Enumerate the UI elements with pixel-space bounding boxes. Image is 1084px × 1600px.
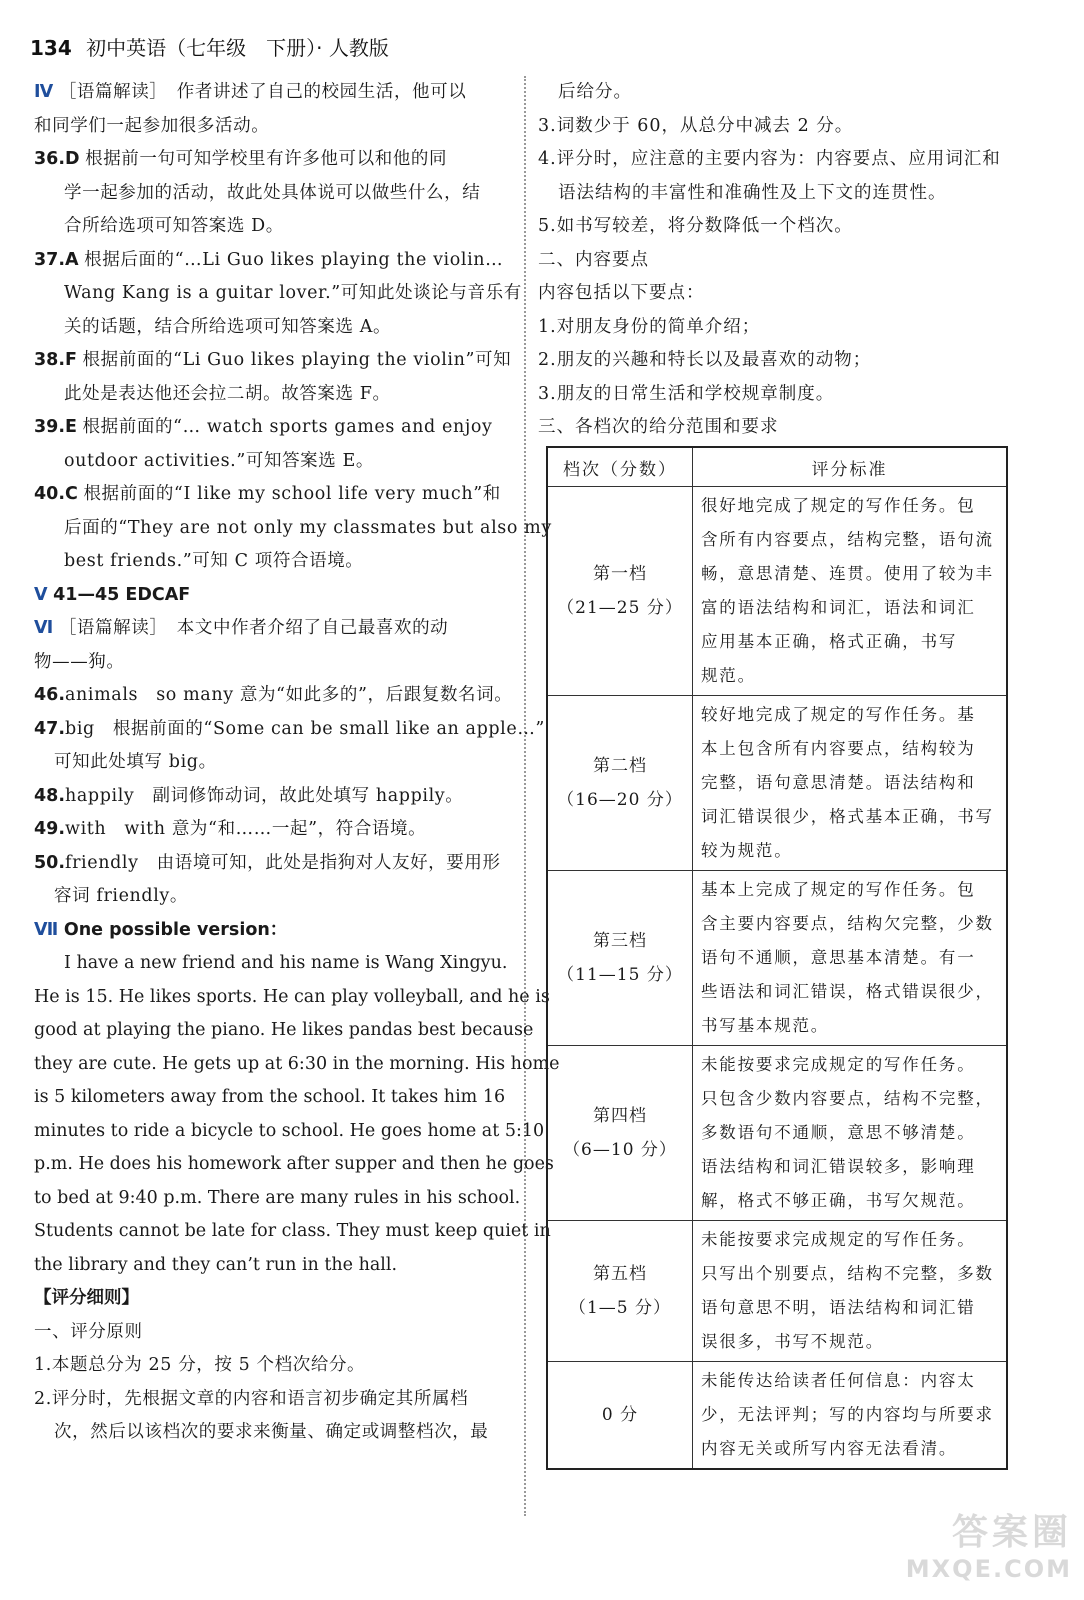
essay-line-5: is 5 kilometers away from the school. It takes him 16	[34, 1087, 506, 1107]
level-cell	[547, 1362, 693, 1470]
criteria-cell	[693, 696, 1008, 871]
right-column	[538, 76, 1058, 445]
answer-text: big 根据前面的“Some can be small like an apple…”	[65, 718, 545, 739]
watermark-logo	[904, 1504, 1072, 1583]
answer-50	[34, 847, 514, 881]
page-header	[30, 32, 389, 61]
criteria-line: 只包含少数内容要点，结构不完整，	[701, 1089, 994, 1108]
criteria-line: 未能传达给读者任何信息：内容太	[701, 1371, 976, 1390]
answer-40-line-3: best friends.”可知 C 项符合语境。	[64, 551, 364, 571]
answer-40-line-2: 后面的“They are not only my classmates but also my	[64, 517, 552, 538]
level-cell	[547, 487, 693, 696]
answer-46	[34, 679, 514, 713]
right-line-8: 1.对朋友身份的简单介绍；	[538, 316, 761, 337]
criteria-line: 多数语句不通顺，意思不够清楚。	[701, 1123, 976, 1142]
answer-text: 根据前面的“I like my school life very much”和	[83, 484, 501, 504]
answer-38-line-2: 此处是表达他还会拉二胡。故答案选 F。	[64, 383, 391, 404]
column-header-criteria: 评分标准	[693, 447, 1008, 487]
criteria-line: 含所有内容要点，结构完整，语句流	[701, 530, 994, 549]
answer-39-line-2: outdoor activities.”可知答案选 E。	[64, 450, 375, 471]
criteria-line: 含主要内容要点，结构欠完整，少数	[701, 914, 994, 933]
essay-line-1: I have a new friend and his name is Wang Xingyu.	[64, 953, 508, 973]
answer-36	[34, 143, 514, 177]
page-number: 134	[30, 36, 72, 60]
criteria-line: 未能按要求完成规定的写作任务。	[701, 1230, 976, 1249]
answer-label: 50.	[34, 852, 66, 873]
section-iv-line-1	[34, 76, 514, 110]
essay-line-4: they are cute. He gets up at 6:30 in the morning. His home	[34, 1053, 560, 1074]
section-v-numeral: Ⅴ	[34, 584, 48, 605]
criteria-line: 少，无法评判；写的内容均与所要求	[701, 1405, 994, 1424]
table-row	[547, 1362, 1007, 1470]
answer-47	[34, 713, 545, 747]
essay-line-3: good at playing the piano. He likes pandas best because	[34, 1020, 534, 1040]
book-title: 初中英语（七年级 下册）· 人教版	[86, 36, 389, 60]
right-line-6: 二、内容要点	[538, 249, 649, 270]
criteria-line: 词汇错误很少，格式基本正确，书写	[701, 807, 994, 826]
answer-text: 根据前一句可知学校里有许多他可以和他的同	[85, 149, 448, 169]
section-vi-text: ［语篇解读］ 本文中作者介绍了自己最喜欢的动	[58, 618, 449, 638]
criteria-line: 富的语法结构和词汇，语法和词汇	[701, 598, 976, 617]
section-iv-text: ［语篇解读］ 作者讲述了自己的校园生活，他可以	[58, 82, 467, 102]
criteria-cell	[693, 487, 1008, 696]
section-vi-numeral: Ⅵ	[34, 618, 54, 638]
column-header-level: 档次（分数）	[547, 447, 693, 487]
right-line-4: 语法结构的丰富性和准确性及上下文的连贯性。	[558, 182, 947, 203]
answer-49	[34, 813, 514, 847]
criteria-line: 未能按要求完成规定的写作任务。	[701, 1055, 976, 1074]
answer-text: with with 意为“和……一起”，符合语境。	[65, 819, 427, 839]
right-line-7: 内容包括以下要点：	[538, 283, 705, 303]
criteria-line: 应用基本正确，格式正确，书写	[701, 632, 958, 651]
level-name: 第三档	[593, 931, 647, 951]
left-column	[34, 76, 560, 1450]
level-name: 第二档	[593, 756, 647, 776]
criteria-line: 只写出个别要点，结构不完整，多数	[701, 1264, 994, 1283]
level-score: （16—20 分）	[557, 790, 683, 810]
level-cell	[547, 871, 693, 1046]
criteria-cell	[693, 1221, 1008, 1362]
essay-line-6: minutes to ride a bicycle to school. He goes home at 5:10	[34, 1120, 545, 1141]
answer-label: 49.	[34, 819, 66, 839]
column-divider	[524, 76, 526, 1516]
level-name: 第一档	[593, 564, 647, 584]
answer-label: 36.D	[34, 149, 80, 169]
answer-36-line-3: 合所给选项可知答案选 D。	[64, 216, 284, 236]
level-cell	[547, 1046, 693, 1221]
answer-36-line-2: 学一起参加的活动，故此处具体说可以做些什么，结	[64, 182, 481, 203]
right-line-11: 三、各档次的给分范围和要求	[538, 417, 779, 437]
table-header-row	[547, 447, 1007, 487]
right-line-5: 5.如书写较差，将分数降低一个档次。	[538, 216, 853, 236]
right-line-10: 3.朋友的日常生活和学校规章制度。	[538, 383, 835, 404]
criteria-line: 语句意思不明，语法结构和词汇错	[701, 1298, 976, 1317]
answer-text: friendly 由语境可知，此处是指狗对人友好，要用形	[65, 852, 501, 873]
criteria-cell	[693, 871, 1008, 1046]
section-vi-line-1	[34, 612, 514, 646]
table-row	[547, 871, 1007, 1046]
watermark-text: 答案圈	[951, 1512, 1072, 1553]
answer-text: 根据前面的“Li Guo likes playing the violin”可知	[82, 350, 512, 370]
criteria-cell	[693, 1362, 1008, 1470]
criteria-line: 较好地完成了规定的写作任务。基	[701, 705, 976, 724]
answer-37-line-2: Wang Kang is a guitar lover.”可知此处谈论与音乐有	[64, 283, 522, 303]
criteria-line: 书写基本规范。	[701, 1016, 830, 1035]
section-v-answers: 41—45 EDCAF	[53, 584, 191, 605]
section-v	[34, 579, 514, 613]
section-vii-heading: One possible version：	[63, 919, 288, 940]
answer-text: happily 副词修饰动词，故此处填写 happily。	[65, 785, 464, 806]
criteria-line: 较为规范。	[701, 841, 793, 860]
rubric-line-2: 1.本题总分为 25 分，按 5 个档次给分。	[34, 1355, 366, 1375]
criteria-cell	[693, 1046, 1008, 1221]
table-row	[547, 1046, 1007, 1221]
level-cell	[547, 1221, 693, 1362]
answer-39	[34, 411, 514, 445]
right-line-9: 2.朋友的兴趣和特长以及最喜欢的动物；	[538, 350, 872, 370]
answer-text: animals so many 意为“如此多的”，后跟复数名词。	[65, 685, 513, 705]
level-name: 第五档	[593, 1264, 647, 1284]
right-line-3: 4.评分时，应注意的主要内容为：内容要点、应用词汇和	[538, 149, 1001, 169]
right-line-2: 3.词数少于 60，从总分中减去 2 分。	[538, 115, 854, 136]
answer-label: 40.C	[34, 484, 78, 504]
answer-label: 47.	[34, 718, 66, 739]
level-score: （1—5 分）	[568, 1298, 672, 1318]
level-cell	[547, 696, 693, 871]
answer-text: 根据前面的“… watch sports games and enjoy	[82, 417, 493, 437]
answer-37-line-3: 关的话题，结合所给选项可知答案选 A。	[64, 316, 392, 337]
answer-47-line-2: 可知此处填写 big。	[54, 752, 217, 772]
answer-label: 38.F	[34, 350, 77, 370]
essay-line-2: He is 15. He likes sports. He can play volleyball, and he is	[34, 986, 550, 1007]
watermark-url: MXQE.COM	[905, 1555, 1072, 1583]
rubric-line-3: 2.评分时，先根据文章的内容和语言初步确定其所属档	[34, 1388, 469, 1409]
answer-37	[34, 244, 514, 278]
section-vii-numeral: Ⅶ	[34, 919, 59, 940]
criteria-line: 误很多，书写不规范。	[701, 1332, 884, 1351]
criteria-line: 基本上完成了规定的写作任务。包	[701, 880, 976, 899]
level-score: （11—15 分）	[557, 965, 683, 985]
criteria-line: 解，格式不够正确，书写欠规范。	[701, 1191, 976, 1210]
level-name: 第四档	[593, 1106, 647, 1126]
criteria-line: 完整，语句意思清楚。语法结构和	[701, 773, 976, 792]
criteria-line: 本上包含所有内容要点，结构较为	[701, 739, 976, 758]
criteria-line: 规范。	[701, 666, 756, 685]
section-iv-numeral: Ⅳ	[34, 82, 54, 102]
answer-label: 37.A	[34, 249, 79, 270]
table-row	[547, 1221, 1007, 1362]
criteria-line: 些语法和词汇错误，格式错误很少，	[701, 982, 994, 1001]
essay-line-9: Students cannot be late for class. They must keep quiet in	[34, 1221, 551, 1241]
right-line-1: 后给分。	[558, 82, 632, 102]
essay-line-7: p.m. He does his homework after supper and then he goes	[34, 1154, 554, 1174]
level-score: （6—10 分）	[563, 1140, 677, 1160]
table-row	[547, 487, 1007, 696]
section-vii	[34, 914, 514, 948]
criteria-line: 语法结构和词汇错误较多，影响理	[701, 1157, 976, 1176]
level-name: 0 分	[601, 1405, 639, 1425]
table-row	[547, 696, 1007, 871]
rubric-title: 【评分细则】	[34, 1288, 139, 1308]
essay-line-10: the library and they can’t run in the hall.	[34, 1254, 398, 1275]
answer-40	[34, 478, 514, 512]
criteria-line: 很好地完成了规定的写作任务。包	[701, 496, 976, 515]
criteria-line: 内容无关或所写内容无法看清。	[701, 1439, 958, 1458]
answer-text: 根据后面的“…Li Guo likes playing the violin…	[84, 249, 504, 270]
answer-38	[34, 344, 514, 378]
essay-line-8: to bed at 9:40 p.m. There are many rules in his school.	[34, 1187, 521, 1208]
answer-label: 39.E	[34, 417, 77, 437]
level-score: （21—25 分）	[557, 598, 683, 618]
criteria-line: 畅，意思清楚、连贯。使用了较为丰	[701, 564, 994, 583]
answer-label: 46.	[34, 685, 66, 705]
grading-table	[546, 446, 1008, 1470]
answer-48	[34, 780, 514, 814]
answer-50-line-2: 容词 friendly。	[54, 886, 189, 906]
section-iv-line-2: 和同学们一起参加很多活动。	[34, 115, 270, 136]
rubric-line-1: 一、评分原则	[34, 1321, 143, 1342]
rubric-line-4: 次，然后以该档次的要求来衡量、确定或调整档次，最	[54, 1422, 489, 1442]
criteria-line: 语句不通顺，意思基本清楚。有一	[701, 948, 976, 967]
answer-label: 48.	[34, 785, 66, 806]
section-vi-line-2: 物——狗。	[34, 651, 125, 672]
